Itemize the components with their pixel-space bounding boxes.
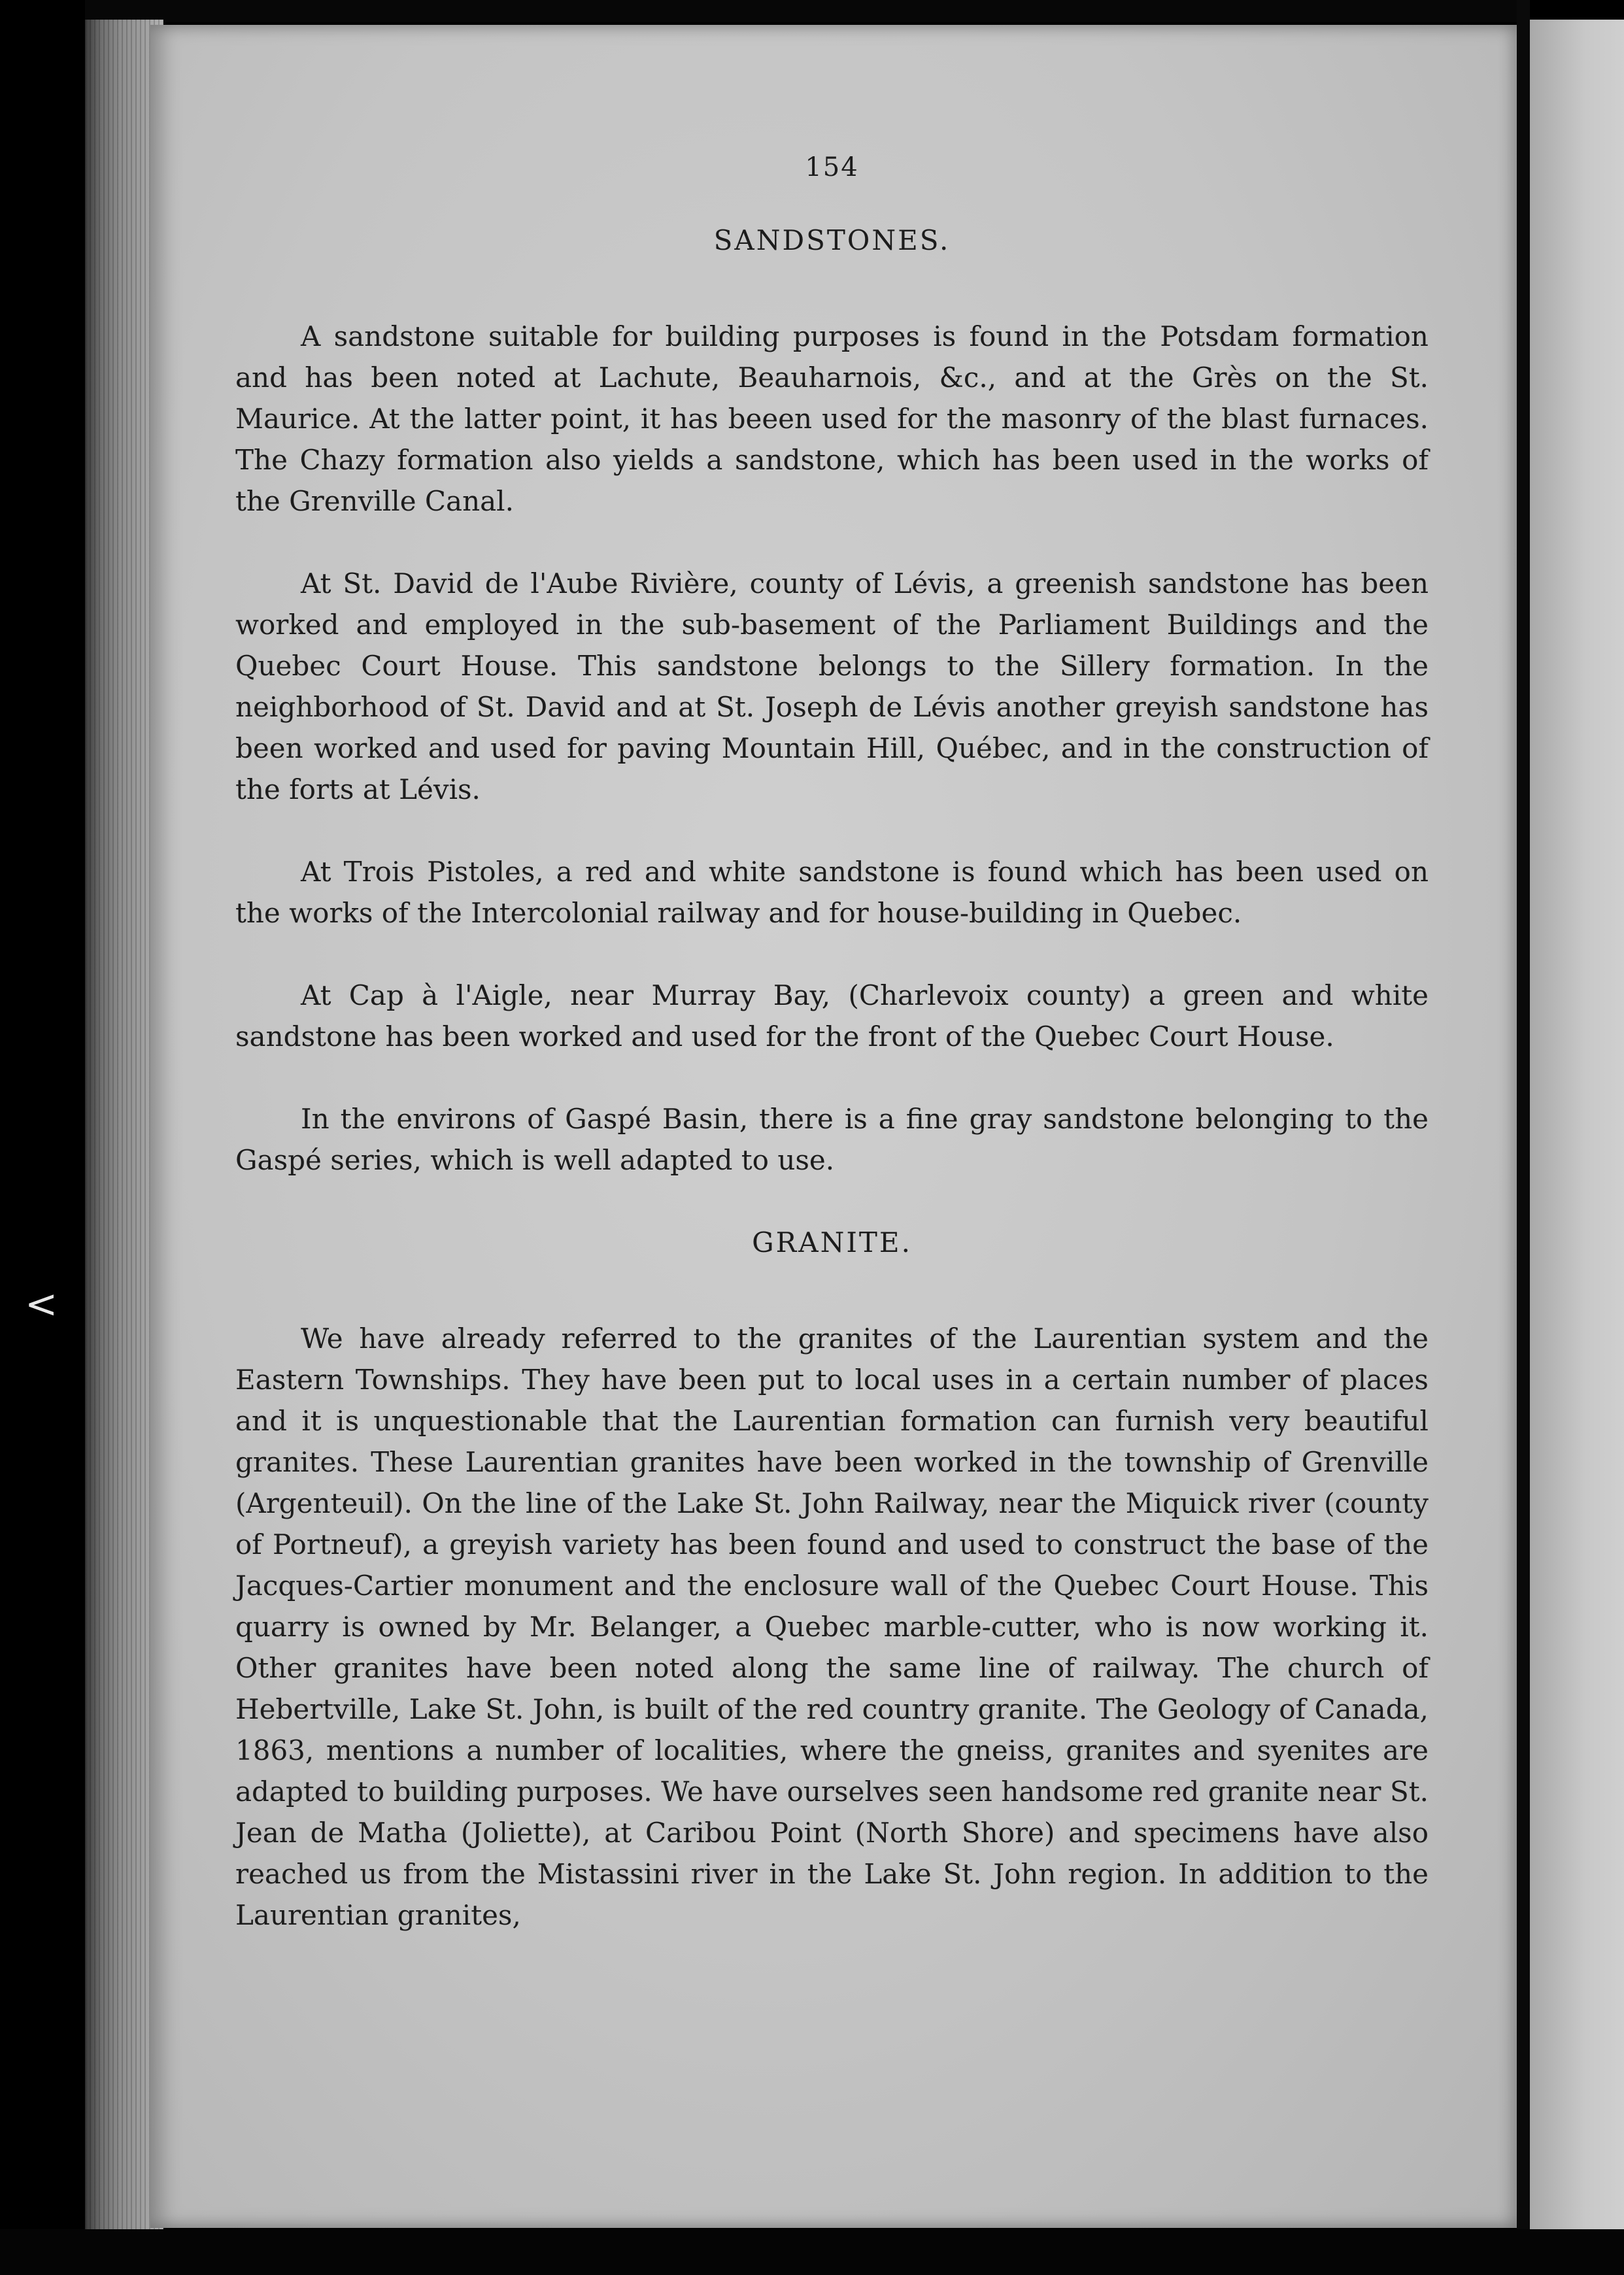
paragraph: We have already referred to the granites of the Laurentian system and the Eastern Townships. They have been put to local uses in a certain number of places and it is unquestionable that the Laurentian formation can furnish very beautiful granites. These Laurentian granites have been worked in the township of Grenville (Argenteuil). On the line of the Lake St. John Railway, near the Miquick river (county of Portneuf), a greyish variety has been found and used to construct the base of the Jacques-Cartier monument and the enclosure wall of the Quebec Court House. This quarry is owned by Mr. Belanger, a Quebec marble-cutter, who is now working it. Other granites have been noted along the same line of railway. The church of Hebertville, Lake St. John, is built of the red country granite. The Geology of Canada, 1863, mentions a number of localities, where the gneiss, granites and syenites are adapted to building purposes. We have ourselves seen handsome red granite near St. Jean de Matha (Joliette), at Caribou Point (North Shore) and specimens have also reached us from the Mistassini river in the Lake St. John region. In addition to the Laurentian granites,: [235, 1323, 1429, 1931]
adjacent-page-edge: [1530, 20, 1624, 2242]
paragraph: At St. David de l'Aube Rivière, county of Lévis, a greenish sandstone has been worked and employed in the sub-basement of the Parliament Buildings and the Quebec Court House. This sandstone belongs to the Sillery formation. In the neighborhood of St. David and at St. Joseph de Lévis another greyish sandstone has been worked and used for paving Mountain Hill, Québec, and in the construction of the forts at Lévis.: [235, 567, 1429, 805]
book-gutter: [1517, 0, 1530, 2275]
paragraph: In the environs of Gaspé Basin, there is a fine gray sandstone belonging to the Gaspé series, which is well adapted to use.: [235, 1103, 1429, 1176]
page-text: [235, 147, 1429, 1977]
paragraph: At Cap à l'Aigle, near Murray Bay, (Charlevoix county) a green and white sandstone has been worked and used for the front of the Quebec Court House.: [235, 979, 1429, 1053]
page-number: 154: [805, 152, 859, 182]
paragraph: At Trois Pistoles, a red and white sandstone is found which has been used on the works of the Intercolonial railway and for house-building in Quebec.: [235, 856, 1429, 929]
scan-border-bottom: [0, 2229, 1624, 2275]
section-heading-sandstones: SANDSTONES.: [713, 224, 951, 256]
paragraph: A sandstone suitable for building purposes is found in the Potsdam formation and has been noted at Lachute, Beauharnois, &c., and at the Grès on the St. Maurice. At the latter point, it has beeen used for the masonry of the blast furnaces. The Chazy formation also yields a sandstone, which has been used in the works of the Grenville Canal.: [235, 320, 1429, 517]
scan-border-top: [85, 0, 1517, 22]
margin-mark: <: [25, 1281, 58, 1327]
section-heading-granite: GRANITE.: [752, 1226, 912, 1258]
